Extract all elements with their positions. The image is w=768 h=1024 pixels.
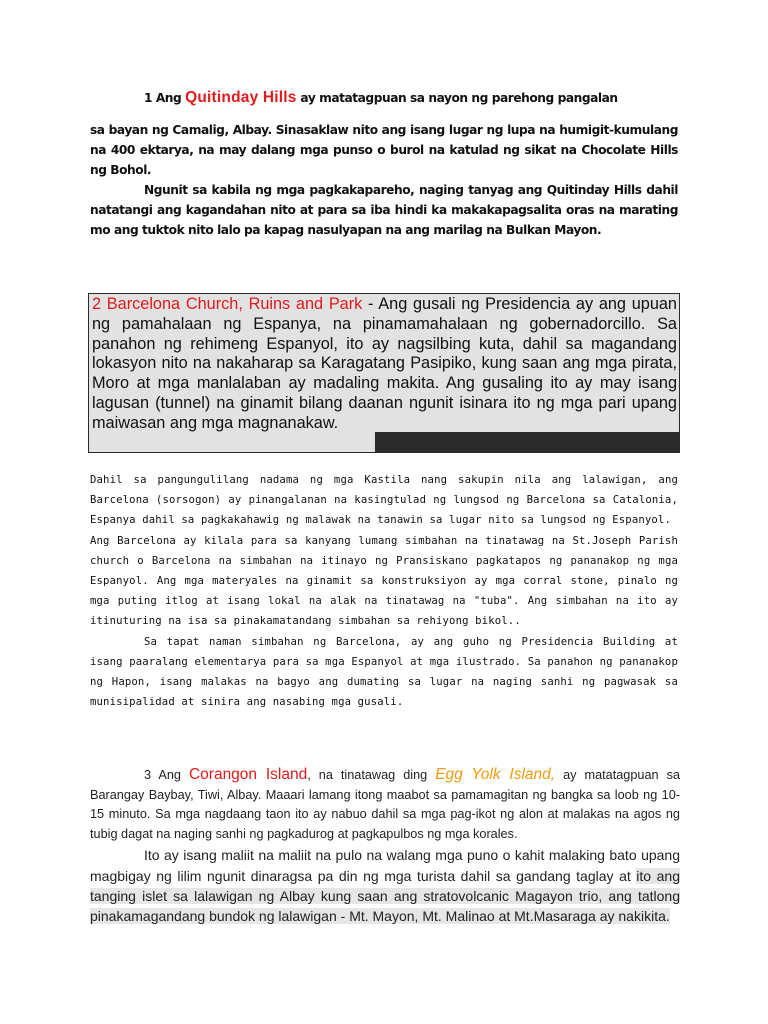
highlighted-text: ito ang tanging islet sa lalawigan ng Albay kung saan ang stratovolcanic Magayon trio, ang tatlong pinakamagandang bundok ng lalawigan - Mt. Mayon, Mt. Malinao at Mt.Masaraga ay nakikita.	[90, 867, 680, 924]
barcelona-highlight-box	[88, 293, 680, 453]
corangon-island-section	[90, 765, 680, 926]
quitinday-hills-heading: Quitinday Hills	[185, 89, 297, 106]
barcelona-history-section	[90, 470, 678, 712]
paragraph: Ang Barcelona ay kilala para sa kanyang lumang simbahan na tinatawag na St.Joseph Parish church o Barcelona na simbahan na itinayo ng Pransiskano pagkatapos ng pananakop ng mga Espanyol. Ang mga materyales na ginamit sa konstruksiyon ay mga corral stone, pinalo ng mga puting itlog at isang lokal na alak na tinatawag na "tuba". Ang simbahan na ito ay itinuturing na isa sa pinakamatandang simbahan sa rehiyong bikol..	[90, 534, 678, 628]
barcelona-paragraph: 2 Barcelona Church, Ruins and Park - Ang gusali ng Presidencia ay ang upuan ng pamahalaan ng Espanya, na pinamamahalaan ng gobernadorcillo. Sa panahon ng rehimeng Espanyol, ito ay nagsilbing kuta, dahil sa magandang lokasyon nito na nakaharap sa Karagatang Pasipiko, kung saan ang mga pirata, Moro at mga manlalaban ay madaling makita. Ang gusaling ito ay may isang lagusan (tunnel) na ginamit bilang daanan ngunit isinara ito ng mga pari upang maiwasan ang mga magnanakaw.	[92, 295, 677, 432]
barcelona-heading: 2 Barcelona Church, Ruins and Park	[92, 295, 363, 313]
paragraph: sa bayan ng Camalig, Albay. Sinasaklaw nito ang isang lugar ng lupa na humigit-kumulang na 400 ektarya, na may dalang mga punso o burol na katulad ng sikat na Chocolate Hills ng Bohol.	[90, 123, 678, 177]
paragraph: Ngunit sa kabila ng mga pagkakapareho, naging tanyag ang Quitinday Hills dahil natatangi ang kagandahan nito at para sa iba hindi ka makakapagsalita oras na marating mo ang tuktok nito lalo pa kapag nasulyapan na ang marilag na Bulkan Mayon.	[90, 183, 678, 237]
quitinday-hills-section	[90, 88, 678, 240]
paragraph-intro-line: 1 Ang Quitinday Hills ay matatagpuan sa nayon ng parehong pangalan	[144, 89, 618, 106]
paragraph: Sa tapat naman simbahan ng Barcelona, ay ang guho ng Presidencia Building at isang paaralang elementarya para sa mga Espanyol at mga ilustrado. Sa panahon ng pananakop ng Hapon, isang malakas na bagyo ang dumating sa lugar na naging sanhi ng pagwasak sa munisipalidad at sinira ang nasabing mga gusali.	[90, 635, 678, 709]
paragraph: Ito ay isang maliit na maliit na pulo na walang mga puno o kahit malaking bato upang magbigay ng lilim ngunit dinaragsa pa din ng mga turista dahil sa gandang taglay at ito ang tanging islet sa lalawigan ng Albay kung saan ang stratovolcanic Magayon trio, ang tatlong pinakamagandang bundok ng lalawigan - Mt. Mayon, Mt. Malinao at Mt.Masaraga ay nakikita.	[90, 847, 680, 924]
dark-highlight-bar	[375, 432, 679, 452]
corangon-island-heading: Corangon Island	[188, 766, 308, 783]
paragraph: Dahil sa pangungulilang nadama ng mga Kastila nang sakupin nila ang lalawigan, ang Barcelona (sorsogon) ay pinangalanan na kasingtulad ng lungsod ng Barcelona sa Catalonia, Espanya dahil sa pagkakahawig ng malawak na tanawin sa lugar nito sa lungsod ng Espanyol.	[90, 474, 678, 527]
paragraph: 3 Ang Corangon Island, na tinatawag ding Egg Yolk Island, ay matatagpuan sa Barangay Baybay, Tiwi, Albay. Maaari lamang itong maabot sa pamamagitan ng bangka sa loob ng 10-15 minuto. Sa mga nagdaang taon ito ay nabuo dahil sa mga pag-ikot ng alon at malakas na agos ng tubig dagat na naging sanhi ng pagkadurog at pagkapulbos ng mga korales.	[90, 766, 681, 841]
egg-yolk-island-label: Egg Yolk Island	[435, 766, 551, 783]
